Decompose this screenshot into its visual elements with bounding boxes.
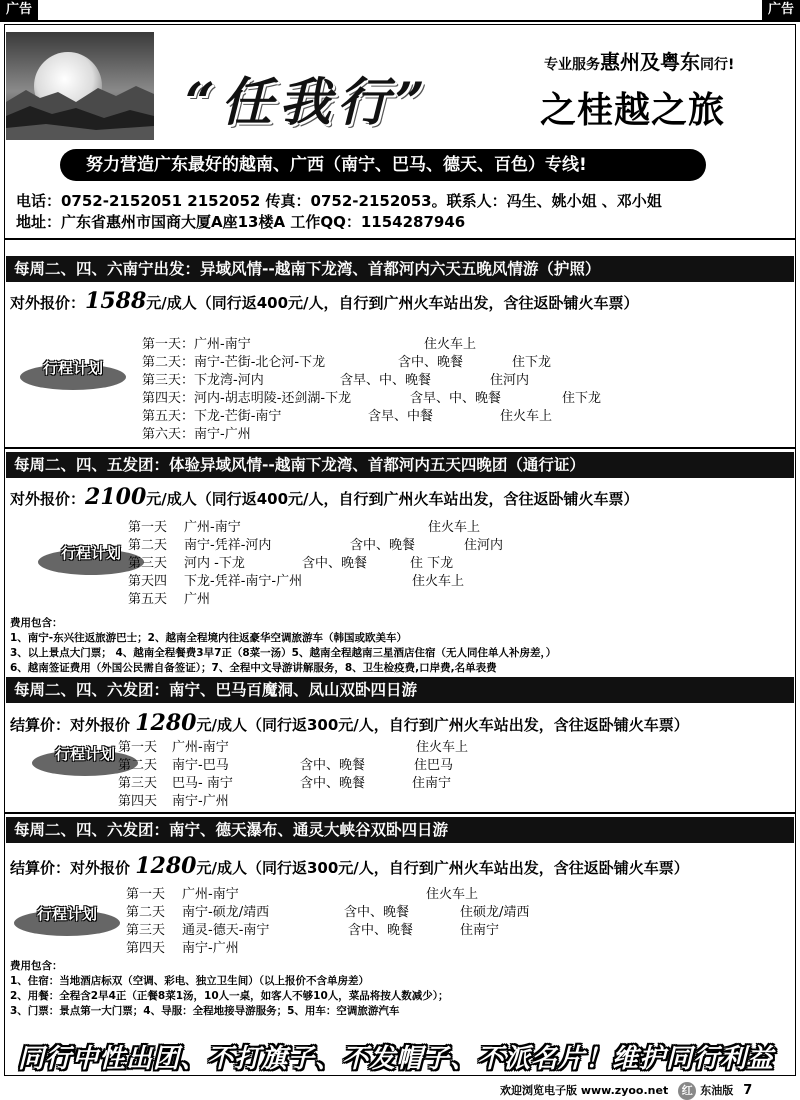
- itinerary-oval-badge: [20, 359, 126, 390]
- ad-tag-right: 广告: [762, 0, 800, 20]
- fee-included-line: 3、以上景点大门票； 4、越南全程餐费3早7正（8菜一汤）5、越南全程越南三星酒店住宿（无人同住单人补房差，）: [10, 647, 557, 659]
- itinerary-label: 行程计划: [60, 544, 121, 562]
- price-value: 1280: [135, 710, 197, 736]
- price-suffix: 元/成人（同行返400元/人，自行到广州火车站出发，含往返卧铺火车票）: [146, 490, 639, 508]
- contact-phone-line: 电话：0752-2152051 2152052 传真：0752-2152053。联系人：冯生、姚小姐 、邓小姐: [16, 192, 662, 210]
- tagline: 之桂越之旅: [540, 90, 726, 131]
- price-suffix: 元/成人（同行返300元/人，自行到广州火车站出发，含往返卧铺火车票）: [196, 716, 689, 734]
- tour-title-bar: 每周二、四、五发团：体验异域风情--越南下龙湾、首都河内五天四晚团（通行证）: [6, 452, 794, 478]
- fee-included-line: 6、越南签证费用（外国公民需自备签证）；7、全程中文导游讲解服务，8、卫生检疫费,口岸费,名单表费: [10, 662, 497, 674]
- page-number: 7: [743, 1083, 753, 1098]
- tour-title-bar: 每周二、四、六发团：南宁、德天瀑布、通灵大峡谷双卧四日游: [6, 817, 794, 843]
- price-prefix: 对外报价：: [10, 490, 86, 508]
- header-divider: [4, 238, 796, 240]
- page-footer: [500, 1082, 752, 1100]
- fee-included-heading: 费用包含：: [10, 960, 63, 972]
- itinerary-oval-badge: [14, 905, 120, 936]
- tour-price-line: [10, 288, 639, 314]
- itinerary-label: 行程计划: [36, 905, 97, 923]
- contact-address-line: 地址：广东省惠州市国商大厦A座13楼A 工作QQ：1154287946: [16, 213, 466, 231]
- tour-title-bar: 每周二、四、六南宁出发：异域风情--越南下龙湾、首都河内六天五晚风情游（护照）: [6, 256, 794, 282]
- top-rule: [0, 20, 800, 22]
- tour-title-bar: 每周二、四、六发团：南宁、巴马百魔洞、凤山双卧四日游: [6, 677, 794, 703]
- pro-service-suffix: 同行!: [700, 57, 735, 73]
- price-prefix: 对外报价：: [10, 294, 86, 312]
- section-divider: [4, 812, 796, 814]
- price-value: 1280: [135, 853, 197, 879]
- fee-included-line: 2、用餐：全程含2早4正（正餐8菜1汤，10人一桌，如客人不够10人，菜品将按人数减少）；: [10, 990, 449, 1002]
- tour-price-line: [10, 853, 689, 879]
- footer-slogan: 同行中性出团、不打旗子、不发帽子、不派名片！维护同行利益: [18, 1044, 775, 1074]
- itinerary-label: 行程计划: [42, 359, 103, 377]
- browse-online-link[interactable]: 欢迎浏览电子版 www.zyoo.net: [500, 1084, 669, 1097]
- price-prefix: 结算价：对外报价: [10, 716, 136, 734]
- fee-included-line: 1、住宿：当地酒店标双（空调、彩电、独立卫生间）（以上报价不含单房差）: [10, 975, 370, 987]
- price-value: 2100: [85, 484, 147, 510]
- itinerary-label: 行程计划: [54, 745, 115, 763]
- pro-service-prefix: 专业服务: [544, 57, 600, 73]
- pro-service-line: [544, 46, 734, 75]
- fee-included-line: 3、门票：景点第一大门票；4、导服：全程地接导游服务；5、用车：空调旅游汽车: [10, 1005, 400, 1017]
- slogan-pill: 努力营造广东最好的越南、广西（南宁、巴马、德天、百色）专线!: [60, 149, 706, 181]
- publisher-logo-icon: 红: [678, 1082, 696, 1100]
- fee-included-line: 1、南宁-东兴往返旅游巴士；2、越南全程境内往返豪华空调旅游车（韩国或欧美车）: [10, 632, 407, 644]
- price-prefix: 结算价：对外报价: [10, 859, 136, 877]
- tour-price-line: [10, 710, 689, 736]
- tour-price-line: [10, 484, 639, 510]
- hero-moon-landscape-image: [6, 32, 154, 140]
- brand-title: “任我行”: [185, 72, 431, 133]
- edition-label: 东油版: [700, 1084, 734, 1097]
- price-suffix: 元/成人（同行返300元/人，自行到广州火车站出发，含往返卧铺火车票）: [196, 859, 689, 877]
- fee-included-heading: 费用包含：: [10, 617, 63, 629]
- pro-service-region: 惠州及粤东: [600, 50, 700, 74]
- ad-tag-left: 广告: [0, 0, 38, 20]
- price-suffix: 元/成人（同行返400元/人，自行到广州火车站出发，含往返卧铺火车票）: [146, 294, 639, 312]
- price-value: 1588: [85, 288, 147, 314]
- section-divider: [4, 447, 796, 449]
